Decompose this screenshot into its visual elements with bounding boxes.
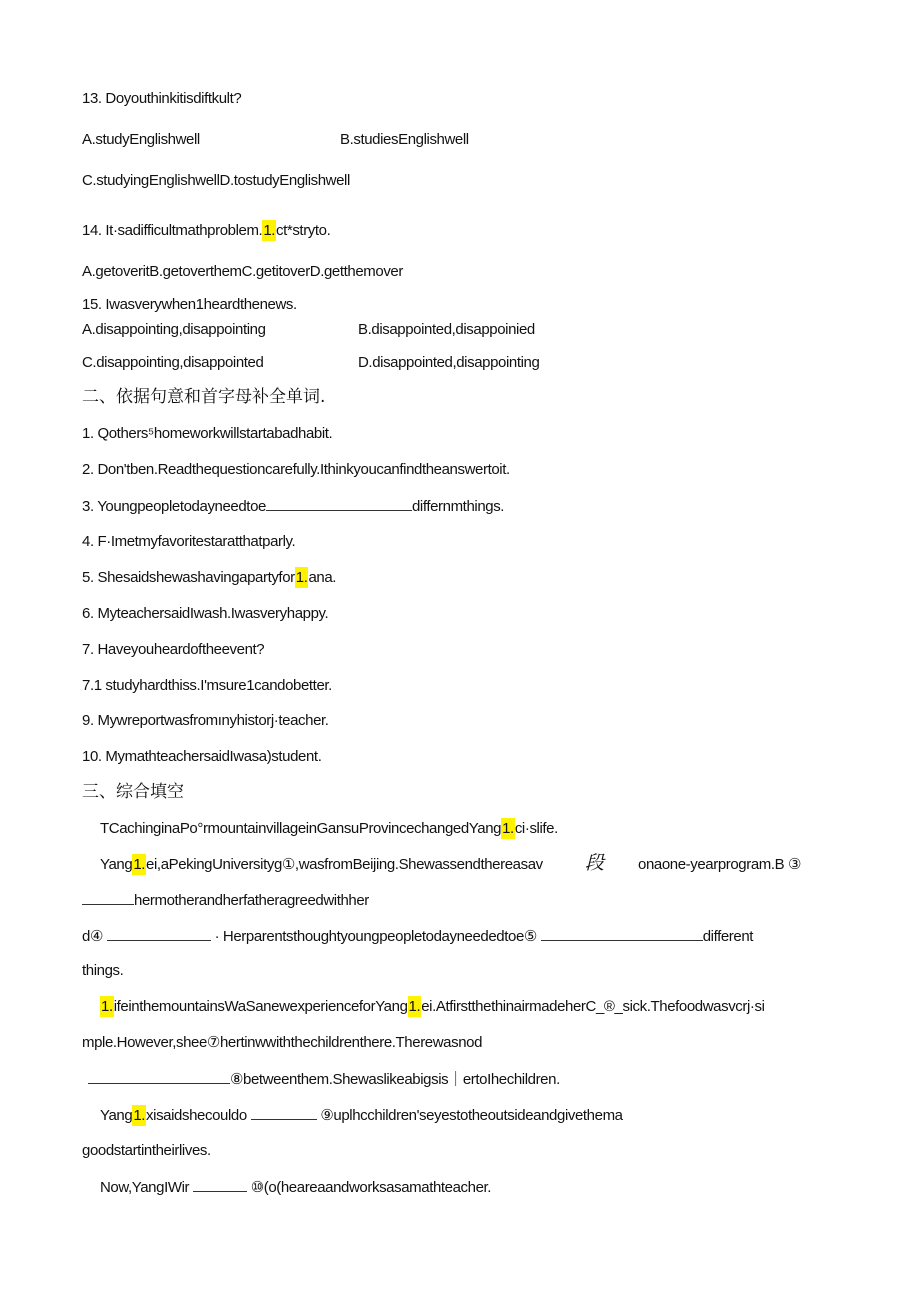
passage-line-3	[82, 890, 369, 911]
highlight-mark: 1.	[133, 856, 146, 873]
passage-text: ei,aPekingUniversityg①,wasfromBeijing.Shewassendthereasav	[146, 856, 543, 873]
q15-option-c: C.disappointing,disappointed	[82, 354, 264, 371]
section2-item-1: 1. Qothers⁵homeworkwillstartabadhabit.	[82, 425, 333, 442]
passage-text: Now,YangIWir	[100, 1179, 190, 1196]
section2-item-4: 4. F·Imetmyfavoritestaratthatparly.	[82, 533, 296, 550]
passage-text: d④	[82, 928, 103, 945]
answer-blank[interactable]	[82, 890, 134, 905]
q15-option-b: B.disappointed,disappoinied	[358, 321, 535, 338]
passage-line-6	[100, 997, 765, 1017]
passage-line-2-end: onaone-yearprogram.B ③	[638, 856, 802, 873]
highlight-mark: 1.	[101, 998, 113, 1015]
section2-item-6: 6. MyteachersaidIwash.Iwasveryhappy.	[82, 605, 329, 622]
q13-option-a: A.studyEnglishwell	[82, 131, 200, 148]
passage-line-9	[100, 1105, 623, 1126]
answer-blank[interactable]	[251, 1105, 317, 1120]
answer-blank[interactable]	[541, 926, 703, 941]
passage-line-5: things.	[82, 962, 124, 979]
passage-text: ⑧betweenthem.Shewaslikeabigsis｜ertoIhechildren.	[230, 1071, 560, 1088]
section2-item-5-pre: 5. Shesaidshewashavingapartyfor	[82, 569, 295, 586]
section2-item-8: 7.1 studyhardthiss.I'msure1candobetter.	[82, 677, 332, 694]
highlight-mark: 1.	[263, 222, 276, 239]
q14-options: A.getoveritB.getoverthemC.getitoverD.getthemover	[82, 263, 403, 280]
passage-line-7: mple.However,shee⑦hertinwwiththechildrenthere.Therewasnod	[82, 1034, 483, 1051]
passage-line-8	[88, 1069, 560, 1090]
answer-blank[interactable]	[193, 1177, 247, 1192]
highlight-mark: 1.	[408, 998, 421, 1015]
q14-stem-post: ct*stryto.	[276, 222, 331, 239]
passage-line-1	[100, 819, 558, 839]
answer-blank[interactable]	[107, 926, 211, 941]
passage-line-2	[100, 855, 543, 875]
highlight-mark: 1.	[133, 1107, 146, 1124]
section2-item-5-post: ana.	[308, 569, 337, 586]
q13-stem: 13. Doyouthinkitisdiftkult?	[82, 90, 242, 107]
section2-item-2: 2. Don'tben.Readthequestioncarefully.Ithinkyoucanfindtheanswertoit.	[82, 461, 510, 478]
section2-item-3-post: differnmthings.	[411, 498, 505, 515]
section2-title: 二、依据句意和首字母补全单词.	[82, 387, 326, 407]
section2-item-5	[82, 568, 336, 588]
q13-option-cd: C.studyingEnglishwellD.tostudyEnglishwell	[82, 172, 350, 189]
passage-text: Yang	[100, 1107, 133, 1124]
passage-text: ⑩(o(heareaandworksasamathteacher.	[250, 1179, 492, 1196]
passage-line-11	[100, 1177, 491, 1198]
answer-blank[interactable]	[88, 1069, 230, 1084]
highlight-mark: 1.	[295, 569, 308, 586]
answer-blank[interactable]	[266, 496, 412, 511]
highlight-mark: 1.	[502, 820, 514, 837]
section2-item-10: 10. MymathteachersaidIwasa)student.	[82, 748, 322, 765]
passage-line-10: goodstartintheirlives.	[82, 1142, 211, 1159]
q15-stem: 15. Iwasverywhen1heardthenews.	[82, 296, 297, 313]
passage-line-4	[82, 926, 753, 947]
passage-text: ⑨uplhcchildren'seyestotheoutsideandgivethema	[320, 1107, 623, 1124]
handwritten-glyph: 段	[585, 852, 604, 874]
passage-text: ei.AtfirstthethinairmadeherC_®_sick.Thefoodwasvcrj·si	[421, 998, 765, 1015]
passage-text: ci·slife.	[514, 820, 558, 837]
section2-item-9: 9. Mywreportwasfromınyhistorj·teacher.	[82, 712, 329, 729]
section3-title: 三、综合填空	[82, 782, 184, 802]
section2-item-3-pre: 3. Youngpeopletodayneedtoe	[82, 498, 266, 515]
section2-item-3	[82, 496, 504, 517]
q14-stem-pre: 14. It·sadifficultmathproblem.	[82, 222, 263, 239]
passage-text: xisaidshecouldo	[146, 1107, 247, 1124]
q13-option-b: B.studiesEnglishwell	[340, 131, 469, 148]
q14-stem	[82, 221, 330, 241]
section2-item-7: 7. Haveyouheardoftheevent?	[82, 641, 265, 658]
passage-text: Yang	[100, 856, 133, 873]
passage-text: different	[702, 928, 754, 945]
passage-text: hermotherandherfatheragreedwithher	[134, 892, 369, 909]
passage-text: ifeinthemountainsWaSanewexperienceforYang	[113, 998, 408, 1015]
q15-option-a: A.disappointing,disappointing	[82, 321, 266, 338]
passage-text: TCachinginaPo°rmountainvillageinGansuProvincechangedYang	[100, 820, 502, 837]
passage-text: · Herparentsthoughtyoungpeopletodayneededtoe⑤	[214, 928, 537, 945]
q15-option-d: D.disappointed,disappointing	[358, 354, 540, 371]
